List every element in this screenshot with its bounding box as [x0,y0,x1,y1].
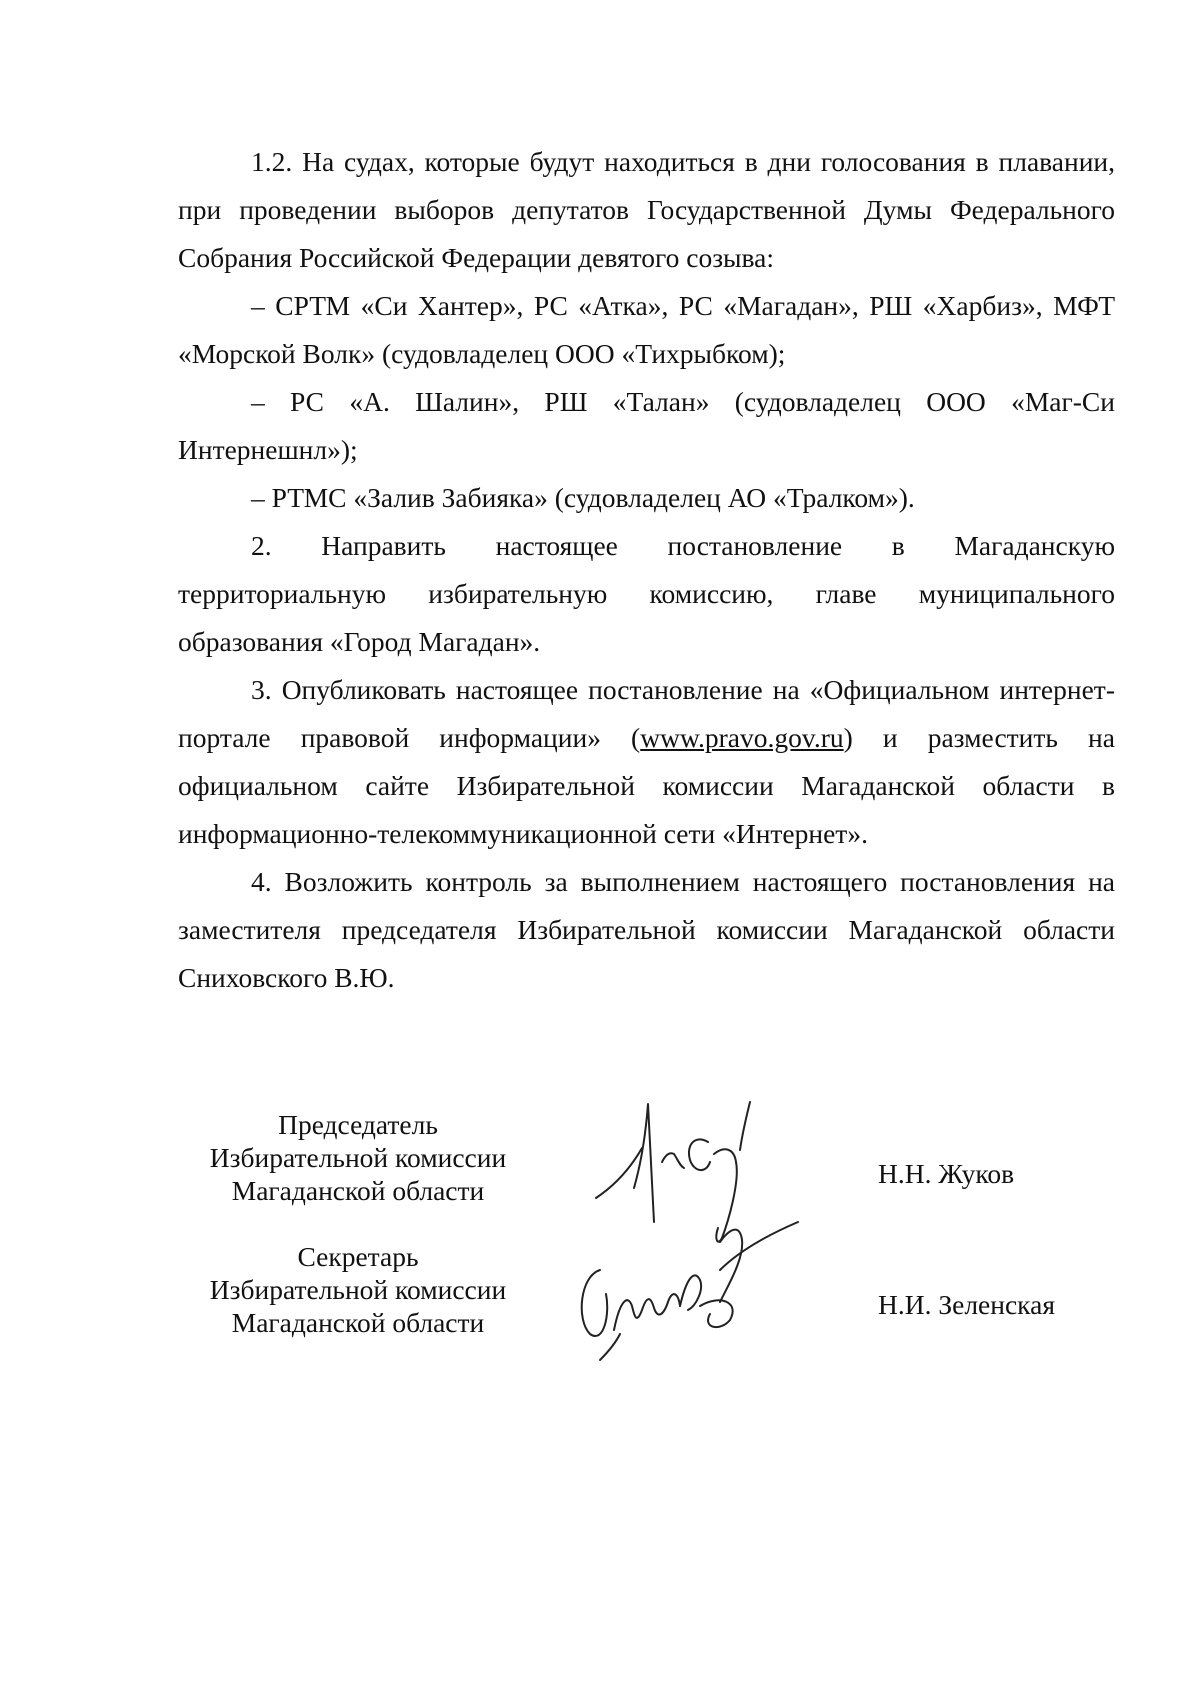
chair-name: Н.Н. Жуков [878,1158,1015,1189]
vessel-list-item-3: – РТМС «Залив Забияка» (судовладелец АО «Тралком»). [251,482,915,513]
paragraph-4: 4. Возложить контроль за выполнением настоящего постановления на заместителя председателя Избирательной комиссии Магаданской области Сниховского В.Ю. [178,866,1115,993]
vessel-list-item-1: – СРТМ «Си Хантер», РС «Атка», РС «Магадан», РШ «Харбиз», МФТ «Морской Волк» (судовладелец ООО «Тихрыбком); [178,290,1115,369]
paragraph-3-text-start: 3. Опубликовать настоящее постановление на «Официальном интернет-портале правовой информации» ( [178,674,1115,753]
secretary-title-line-3: Магаданской области [231,1307,485,1338]
secretary-signature [570,1210,810,1380]
chair-title-line-1: Председатель [278,1109,438,1140]
paragraph-3 [178,666,1115,858]
vessel-list-item-2: – РС «А. Шалин», РШ «Талан» (судовладелец ООО «Маг-Си Интернешнл»); [178,386,1115,465]
chair-title-line-2: Избирательной комиссии [209,1142,507,1173]
chair-title-line-3: Магаданской области [231,1175,485,1206]
paragraph-3-text-end: ) и разместить на официальном сайте Избирательной комиссии Магаданской области в информационно-телекоммуникационной сети «Интернет». [178,722,1115,849]
secretary-title-line-1: Секретарь [297,1241,419,1272]
secretary-name: Н.И. Зеленская [878,1289,1055,1320]
document-body [178,138,1115,1002]
secretary-title [178,1240,538,1339]
paragraph-2: 2. Направить настоящее постановление в Магаданскую территориальную избирательную комиссию, главе муниципального образования «Город Магадан». [178,530,1115,657]
secretary-title-line-2: Избирательной комиссии [209,1274,507,1305]
chair-title [178,1108,538,1207]
pravo-gov-link[interactable]: www.pravo.gov.ru [640,722,844,753]
paragraph-1-2: 1.2. На судах, которые будут находиться в дни голосования в плавании, при проведении выборов депутатов Государственной Думы Федерального Собрания Российской Федерации девятого созыва: [178,146,1115,273]
